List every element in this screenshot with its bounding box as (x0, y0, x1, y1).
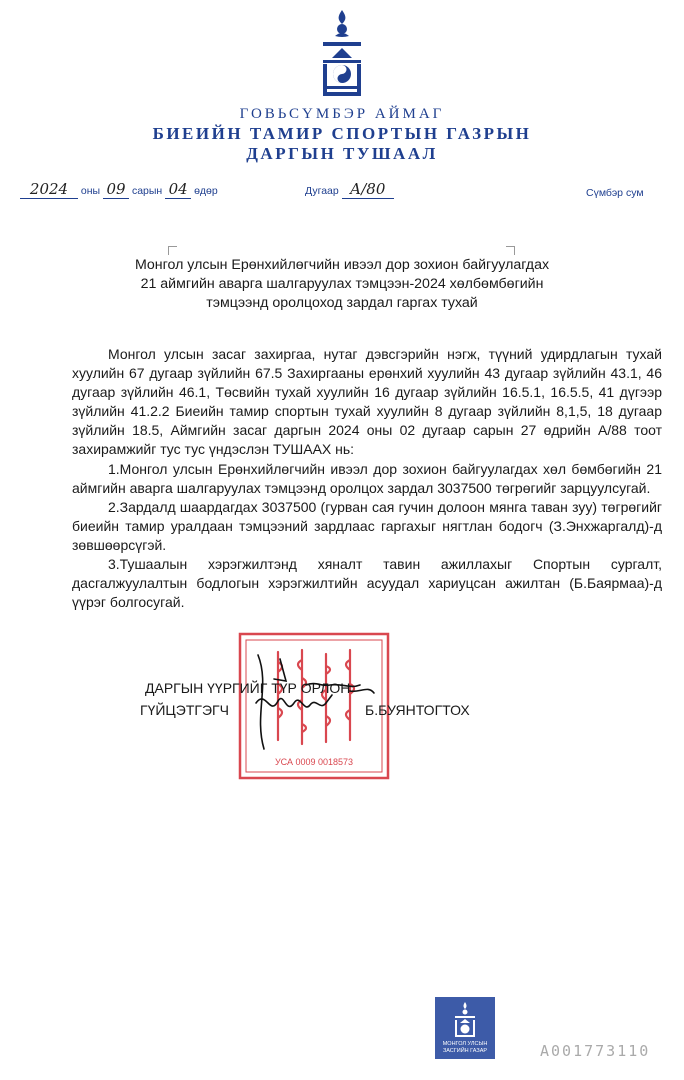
logo-text-2: ЗАСГИЙН ГАЗАР (442, 1048, 488, 1054)
province-name: ГОВЬСҮМБЭР АЙМАГ (239, 106, 445, 122)
clause-3: 3.Тушаалын хэрэгжилтэнд хяналт тавин ажиллахыг Спортын сургалт, дасгалжуулалтын бодлогын хэрэгжилтийн асуудал хариуцсан ажилтан (Б.Баярмаа)-д үүрэг болгосугай. (72, 556, 662, 611)
clause-2: 2.Зардалд шаардагдах 3037500 (гурван сая гучин долоон мянга таван зуу) төгрөгийг биеийн тамир уралдаан тэмцээний зардлаас гаргахыг нягтлан бодогч (З.Энхжаргалд)-д зөвшөөрсүгэй. (72, 498, 662, 553)
signer-title-line-2: ГҮЙЦЭТГЭГЧ (140, 702, 229, 718)
date-year-handwritten: 2024 (20, 180, 78, 199)
number-row (305, 180, 394, 199)
logo-text-1: МОНГОЛ УЛСЫН (442, 1041, 488, 1047)
signer-name: Б.БУЯНТОГТОХ (365, 702, 470, 718)
organization-name: БИЕИЙН ТАМИР СПОРТЫН ГАЗРЫН (152, 124, 532, 143)
title-line-2: 21 аймгийн аварга шалгаруулах тэмцээн-2024 хөлбөмбөгийн (140, 276, 544, 292)
day-label: өдөр (194, 185, 218, 197)
stamp-code: УСА 0009 0018573 (274, 757, 354, 767)
year-label: оны (80, 185, 101, 197)
number-label: Дугаар (305, 185, 339, 197)
preamble-paragraph: Монгол улсын засаг захиргаа, нутаг дэвсгэрийн нэгж, түүний удирдлагын тухай хуулийн 67 дугаар зүйлийн 67.5 Захиргааны ерөнхий хуулийн 43 дугаар зүйлийн 43.1, 46 дугаар зүйлийн 46.1, Төсвийн тухай хуулийн 16 дугаар зүйлийн 16.5.1, 16.5.5, 41 дүгээр зүйлийн 41.2.2 Биеийн тамир спортын тухай хуулийн 8 дугаар зүйлийн 8,1,5, 18 дугаар зүйлийн 18.5, Аймгийн засаг даргын 2024 оны 02 дугаар сарын 27 өдрийн А/88 тоот захирамжийг тус тус үндэслэн ТУШААХ нь: (72, 346, 662, 458)
signer-title-line-1: ДАРГЫН ҮҮРГИЙГ ТҮР ОРЛОН (145, 680, 351, 696)
clause-1: 1.Монгол улсын Ерөнхийлөгчийн ивээл дор зохион байгуулагдах хөл бөмбөгийн 21 аймгийн аварга шалгаруулах тэмцээнд оролцох зардал 3037500 төгрөгийг зарцуулсугай. (72, 460, 662, 496)
title-corner-left (168, 246, 177, 255)
place-name: Сүмбэр сум (586, 187, 644, 199)
title-line-3: тэмцээнд оролцоход зардал гаргах тухай (206, 295, 478, 311)
soyombo-emblem-icon (317, 8, 367, 100)
month-label: сарын (131, 185, 163, 197)
date-row (20, 180, 218, 199)
document-type: ДАРГЫН ТУШААЛ (246, 144, 438, 163)
handwritten-signature (250, 645, 380, 755)
title-corner-right (506, 246, 515, 255)
order-body (72, 345, 662, 612)
document-serial-number: А001773110 (540, 1042, 651, 1060)
number-handwritten: А/80 (342, 180, 394, 199)
government-soyombo-icon (452, 1002, 478, 1038)
government-logo (435, 997, 495, 1059)
date-day-handwritten: 04 (165, 180, 191, 199)
title-line-1: Монгол улсын Ерөнхийлөгчийн ивээл дор зохион байгуулагдах (134, 257, 550, 273)
date-month-handwritten: 09 (103, 180, 129, 199)
order-title (80, 256, 604, 313)
